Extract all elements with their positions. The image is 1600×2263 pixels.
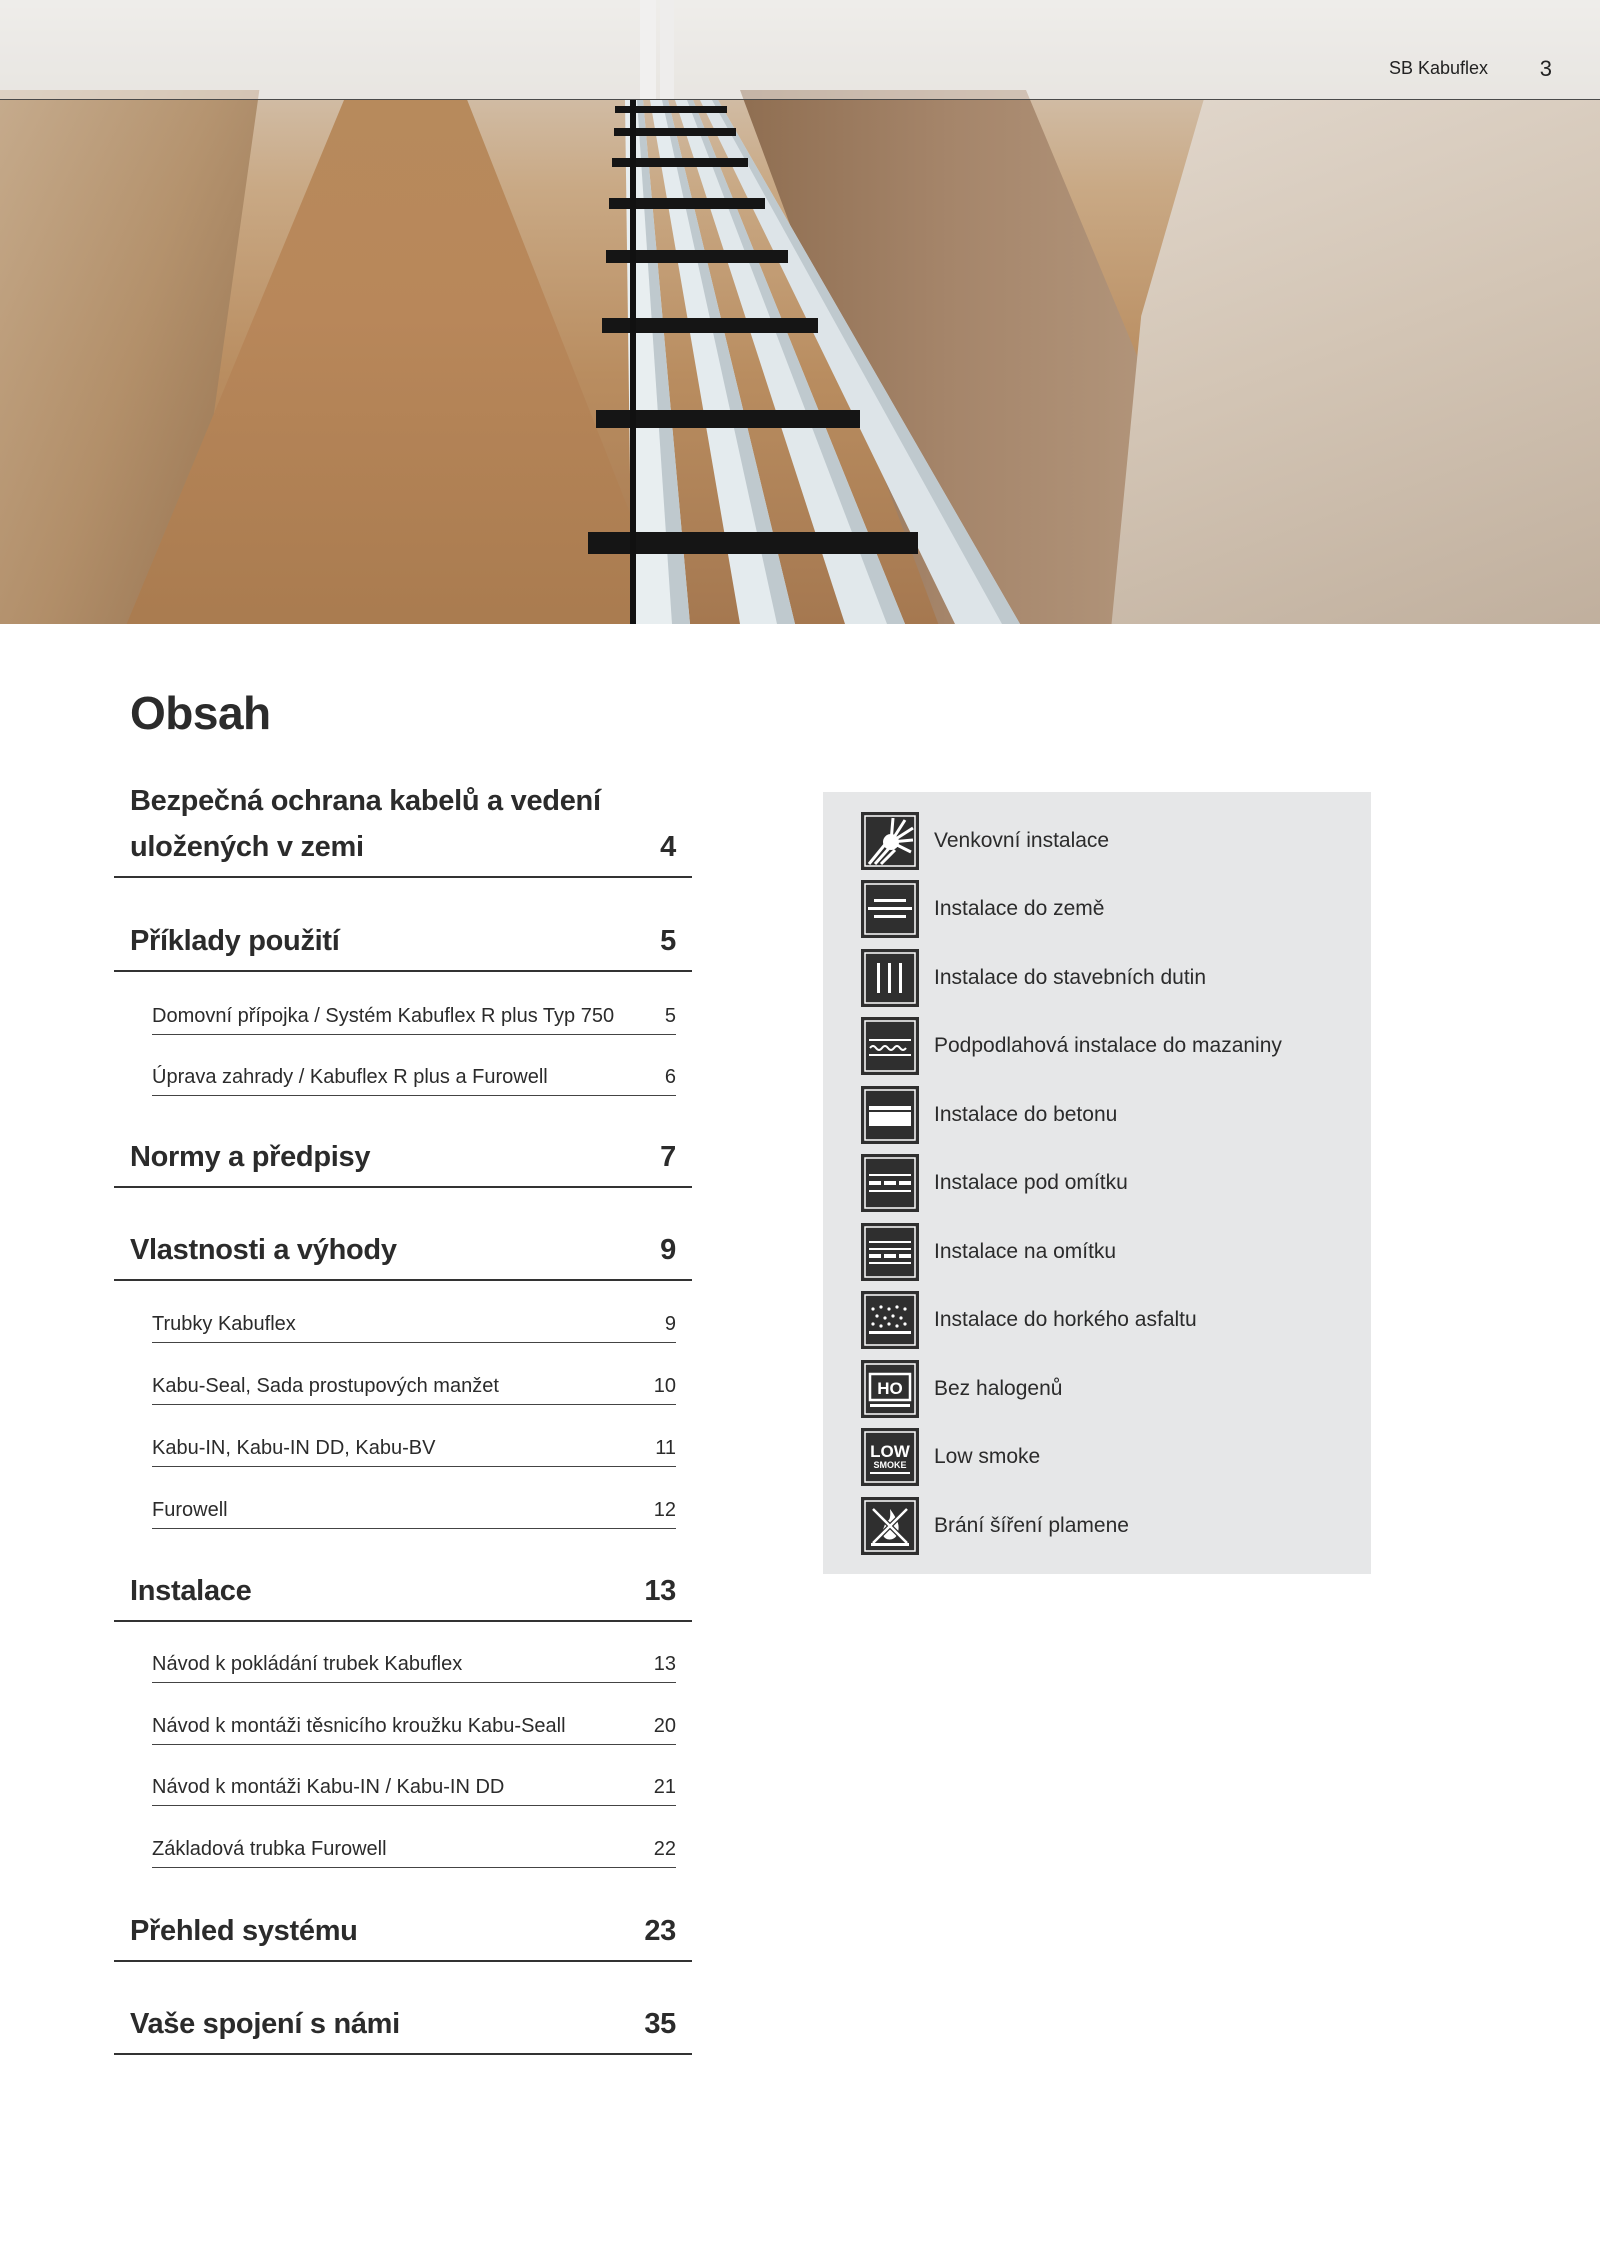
legend-item-label: Instalace do země: [934, 897, 1105, 920]
toc-section-page: 35: [644, 2008, 676, 2040]
brand-name: SB Kabuflex: [1388, 58, 1488, 78]
legend-item: [861, 949, 1361, 1007]
halogen-badge-text: HO: [877, 1379, 903, 1398]
legend-item-label: Venkovní instalace: [934, 829, 1110, 852]
page-number: 3: [1539, 56, 1552, 81]
toc-item-label: Úprava zahrady / Kabuflex R plus a Furowell: [152, 1066, 548, 1088]
toc-item[interactable]: [152, 1061, 676, 1096]
legend-item-label: Low smoke: [934, 1445, 1041, 1468]
toc-section-label: Normy a předpisy: [130, 1141, 371, 1173]
legend-item: [861, 1223, 1361, 1281]
toc-section-label-line1: Bezpečná ochrana kabelů a vedení: [130, 785, 601, 817]
toc-section-page: 13: [644, 1575, 676, 1607]
legend-item: [861, 1017, 1361, 1075]
legend-item: [861, 812, 1361, 870]
legend-item-label: Bez halogenů: [934, 1377, 1063, 1400]
toc-section-properties[interactable]: [114, 1229, 692, 1281]
toc-section-label: Příklady použití: [130, 925, 340, 957]
toc-item-page: 11: [655, 1437, 676, 1459]
toc-item-label: Furowell: [152, 1499, 228, 1521]
toc-section-page: 5: [660, 925, 676, 957]
toc-item[interactable]: [152, 1000, 676, 1035]
legend-item-label: Instalace na omítku: [934, 1240, 1117, 1263]
legend-item-label: Instalace do betonu: [934, 1103, 1118, 1126]
page-title: Obsah: [130, 687, 271, 739]
toc-item-page: 20: [653, 1715, 676, 1737]
installation-legend: [823, 792, 1371, 1574]
vertical-cavities-icon: [861, 949, 919, 1007]
toc-item-page: 22: [653, 1838, 676, 1860]
toc-item[interactable]: [152, 1494, 676, 1529]
toc-item-page: 21: [653, 1776, 676, 1798]
legend-item: [861, 880, 1361, 938]
legend-item: [861, 1086, 1361, 1144]
toc-item[interactable]: [152, 1308, 676, 1343]
legend-item: [861, 1291, 1361, 1349]
low-smoke-badge-bottom: SMOKE: [873, 1460, 907, 1470]
hot-asphalt-icon: [861, 1291, 919, 1349]
screed-wave-icon: [861, 1017, 919, 1075]
toc-section-label: Vlastnosti a výhody: [130, 1234, 397, 1266]
legend-item: [861, 1154, 1361, 1212]
toc-item[interactable]: [152, 1710, 676, 1745]
toc-section-label: Přehled systému: [130, 1915, 358, 1947]
halogen-free-icon: [861, 1360, 919, 1418]
under-plaster-icon: [861, 1154, 919, 1212]
toc-item[interactable]: [152, 1833, 676, 1868]
legend-item: [861, 1497, 1361, 1555]
toc-item-label: Návod k montáži těsnicího kroužku Kabu-Seall: [152, 1715, 566, 1737]
toc-item-page: 6: [664, 1066, 676, 1088]
legend-item-label: Instalace do horkého asfaltu: [934, 1308, 1197, 1331]
legend-item: [861, 1360, 1361, 1418]
toc-section-label-line2: uložených v zemi: [130, 831, 364, 863]
legend-item-label: Brání šíření plamene: [934, 1514, 1129, 1537]
table-of-contents: [0, 0, 700, 2263]
legend-item-label: Instalace do stavebních dutin: [934, 966, 1207, 989]
toc-section-page: 9: [660, 1234, 676, 1266]
toc-item-label: Návod k montáži Kabu-IN / Kabu-IN DD: [152, 1776, 505, 1798]
toc-item-page: 13: [653, 1653, 676, 1675]
toc-item[interactable]: [152, 1771, 676, 1806]
toc-item-label: Základová trubka Furowell: [152, 1838, 387, 1860]
toc-section-label: Vaše spojení s námi: [130, 2008, 400, 2040]
ground-layers-icon: [861, 880, 919, 938]
toc-item-label: Domovní přípojka / Systém Kabuflex R plus Typ 750: [152, 1005, 615, 1027]
toc-section-page: 4: [660, 831, 676, 863]
toc-item-page: 10: [653, 1375, 676, 1397]
toc-item[interactable]: [152, 1432, 676, 1467]
legend-item: [861, 1428, 1361, 1486]
toc-section-page: 7: [660, 1141, 676, 1173]
toc-section-examples[interactable]: [114, 920, 692, 972]
low-smoke-icon: [861, 1428, 919, 1486]
toc-section-system-overview[interactable]: [114, 1910, 692, 1962]
toc-section-installation[interactable]: [114, 1570, 692, 1622]
toc-item[interactable]: [152, 1370, 676, 1405]
concrete-block-icon: [861, 1086, 919, 1144]
running-header: [1100, 56, 1600, 80]
legend-item-label: Podpodlahová instalace do mazaniny: [934, 1034, 1282, 1057]
toc-item-page: 12: [653, 1499, 676, 1521]
on-plaster-icon: [861, 1223, 919, 1281]
toc-item-label: Návod k pokládání trubek Kabuflex: [152, 1653, 463, 1675]
flame-retardant-icon: [861, 1497, 919, 1555]
toc-section-safety[interactable]: [114, 780, 692, 878]
toc-item[interactable]: [152, 1648, 676, 1683]
sun-outdoor-icon: [861, 812, 919, 870]
legend-item-label: Instalace pod omítku: [934, 1171, 1128, 1194]
toc-section-label: Instalace: [130, 1575, 252, 1607]
toc-item-label: Kabu-Seal, Sada prostupových manžet: [152, 1375, 499, 1397]
toc-item-page: 9: [664, 1313, 676, 1335]
toc-section-page: 23: [644, 1915, 676, 1947]
toc-section-standards[interactable]: [114, 1136, 692, 1188]
toc-item-label: Trubky Kabuflex: [152, 1313, 296, 1335]
toc-section-contact[interactable]: [114, 2003, 692, 2055]
toc-item-page: 5: [664, 1005, 676, 1027]
low-smoke-badge-top: LOW: [870, 1442, 910, 1461]
toc-item-label: Kabu-IN, Kabu-IN DD, Kabu-BV: [152, 1437, 436, 1459]
